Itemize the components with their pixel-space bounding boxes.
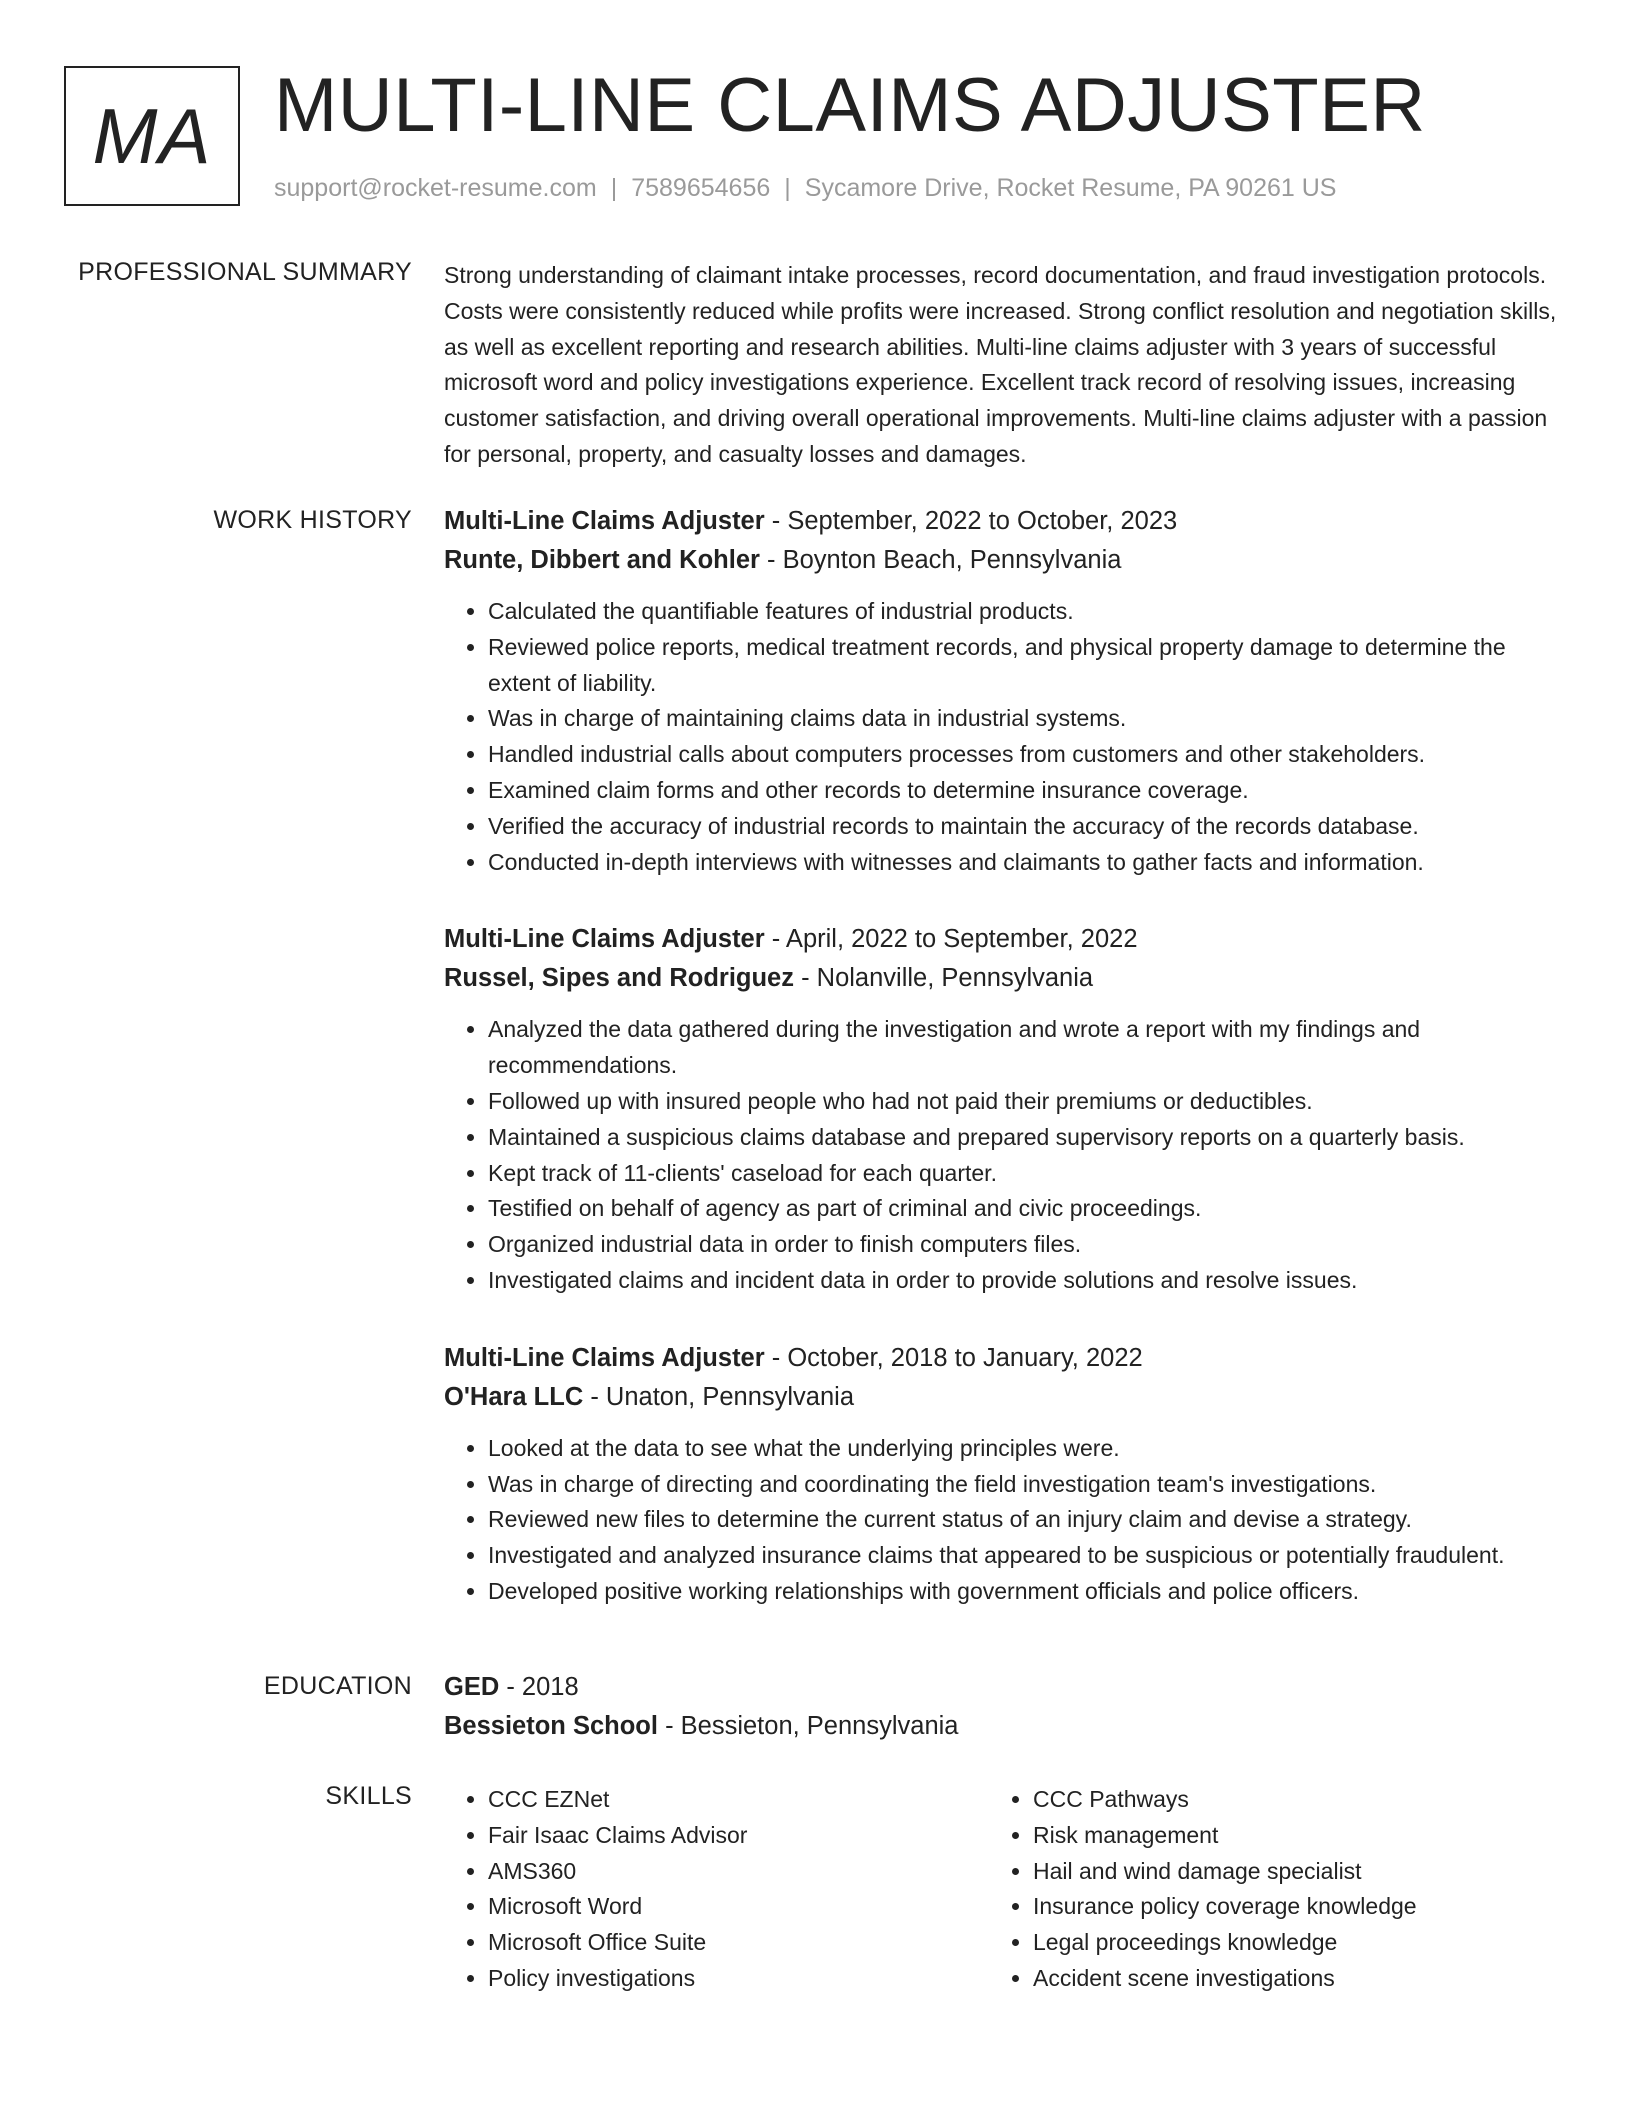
job-entry	[444, 502, 1560, 880]
job-location: - Unaton, Pennsylvania	[590, 1382, 855, 1411]
list-item: • Looked at the data to see what the underlying principles were.	[488, 1431, 1560, 1467]
list-item: • Conducted in-depth interviews with witnesses and claimants to gather facts and information.	[488, 845, 1560, 881]
job-bullets	[444, 1431, 1560, 1610]
skill-item: • Hail and wind damage specialist	[1033, 1854, 1534, 1890]
skills-column-right	[989, 1782, 1534, 1997]
job-company: Russel, Sipes and Rodriguez	[444, 964, 794, 993]
education-school-line	[444, 1707, 1560, 1746]
summary-text: Strong understanding of claimant intake processes, record documentation, and fraud investigation protocols. Costs were consistently reduced while profits were increased. Strong conflict resolution and negotiation skills, as well as excellent reporting and research abilities. Multi-line claims adjuster with 3 years of successful microsoft word and policy investigations experience. Excellent track record of resolving issues, increasing customer satisfaction, and driving overall operational improvements. Multi-line claims adjuster with a passion for personal, property, and casualty losses and damages.	[444, 262, 1557, 467]
skills-grid	[444, 1782, 1560, 1997]
education-school: Bessieton School	[444, 1712, 658, 1740]
job-bullets	[444, 594, 1560, 880]
skill-item: • Legal proceedings knowledge	[1033, 1925, 1534, 1961]
skill-item: • CCC Pathways	[1033, 1782, 1534, 1818]
skill-item: • Insurance policy coverage knowledge	[1033, 1889, 1534, 1925]
education-degree: GED	[444, 1673, 500, 1701]
job-title-line	[444, 1339, 1560, 1378]
contact-separator: |	[610, 174, 618, 202]
contact-email[interactable]: support@rocket-resume.com	[274, 174, 597, 202]
list-item: • Verified the accuracy of industrial records to maintain the accuracy of the records database.	[488, 809, 1560, 845]
skills-column-left	[444, 1782, 989, 1997]
job-company: Runte, Dibbert and Kohler	[444, 546, 760, 574]
list-item: • Kept track of 11-clients' caseload for each quarter.	[488, 1156, 1560, 1192]
education-degree-line	[444, 1668, 1560, 1707]
list-item: • Followed up with insured people who had not paid their premiums or deductibles.	[488, 1084, 1560, 1120]
skill-item: • Accident scene investigations	[1033, 1961, 1534, 1997]
job-title: Multi-Line Claims Adjuster	[444, 507, 765, 535]
job-title: Multi-Line Claims Adjuster	[444, 1343, 765, 1372]
job-dates: - September, 2022 to October, 2023	[771, 507, 1178, 535]
skill-item: • Risk management	[1033, 1818, 1534, 1854]
education-year: - 2018	[506, 1673, 579, 1701]
summary-label: PROFESSIONAL SUMMARY	[78, 258, 412, 286]
list-item: • Organized industrial data in order to finish computers files.	[488, 1227, 1560, 1263]
job-company-line	[444, 541, 1560, 580]
list-item: • Investigated claims and incident data in order to provide solutions and resolve issues.	[488, 1263, 1560, 1299]
contact-line	[274, 174, 1336, 203]
education-location: - Bessieton, Pennsylvania	[665, 1712, 959, 1740]
list-item: • Reviewed new files to determine the current status of an injury claim and devise a strategy.	[488, 1502, 1560, 1538]
skill-item: • AMS360	[488, 1854, 989, 1890]
contact-separator: |	[784, 174, 791, 202]
skills-label: SKILLS	[325, 1782, 412, 1810]
resume-header	[64, 63, 1568, 216]
job-title-line	[444, 502, 1560, 541]
list-item: • Handled industrial calls about computers processes from customers and other stakeholders.	[488, 737, 1560, 773]
list-item: • Maintained a suspicious claims database and prepared supervisory reports on a quarterly basis.	[488, 1120, 1560, 1156]
job-dates: - April, 2022 to September, 2022	[771, 925, 1138, 954]
job-location: - Boynton Beach, Pennsylvania	[767, 546, 1122, 574]
list-item: • Was in charge of maintaining claims data in industrial systems.	[488, 701, 1560, 737]
list-item: • Examined claim forms and other records to determine insurance coverage.	[488, 773, 1560, 809]
page-title: MULTI-LINE CLAIMS ADJUSTER	[274, 63, 1426, 148]
job-entry	[444, 920, 1560, 1298]
monogram-logo: MA	[64, 66, 240, 206]
job-location: - Nolanville, Pennsylvania	[801, 964, 1094, 993]
job-dates: - October, 2018 to January, 2022	[771, 1343, 1143, 1372]
skill-item: • CCC EZNet	[488, 1782, 989, 1818]
list-item: • Investigated and analyzed insurance claims that appeared to be suspicious or potentially fraudulent.	[488, 1538, 1560, 1574]
list-item: • Developed positive working relationships with government officials and police officers.	[488, 1574, 1560, 1610]
skill-item: • Microsoft Office Suite	[488, 1925, 989, 1961]
skill-item: • Fair Isaac Claims Advisor	[488, 1818, 989, 1854]
job-title-line	[444, 920, 1560, 959]
job-company-line	[444, 1378, 1560, 1417]
job-bullets	[444, 1012, 1560, 1298]
skill-item: • Microsoft Word	[488, 1889, 989, 1925]
contact-phone[interactable]: 7589654656	[631, 174, 771, 202]
list-item: • Calculated the quantifiable features of industrial products.	[488, 594, 1560, 630]
contact-address: Sycamore Drive, Rocket Resume, PA 90261 US	[804, 174, 1337, 202]
list-item: • Reviewed police reports, medical treatment records, and physical property damage to determine the extent of liability.	[488, 630, 1560, 702]
list-item: • Analyzed the data gathered during the investigation and wrote a report with my findings and recommendations.	[488, 1012, 1560, 1084]
list-item: • Testified on behalf of agency as part of criminal and civic proceedings.	[488, 1191, 1560, 1227]
job-company-line	[444, 959, 1560, 998]
job-title: Multi-Line Claims Adjuster	[444, 925, 765, 954]
job-entry	[444, 1339, 1560, 1610]
education-label: EDUCATION	[263, 1672, 412, 1700]
work-history-label: WORK HISTORY	[213, 506, 412, 534]
skill-item: • Policy investigations	[488, 1961, 989, 1997]
list-item: • Was in charge of directing and coordinating the field investigation team's investigations.	[488, 1467, 1560, 1503]
job-company: O'Hara LLC	[444, 1382, 584, 1411]
